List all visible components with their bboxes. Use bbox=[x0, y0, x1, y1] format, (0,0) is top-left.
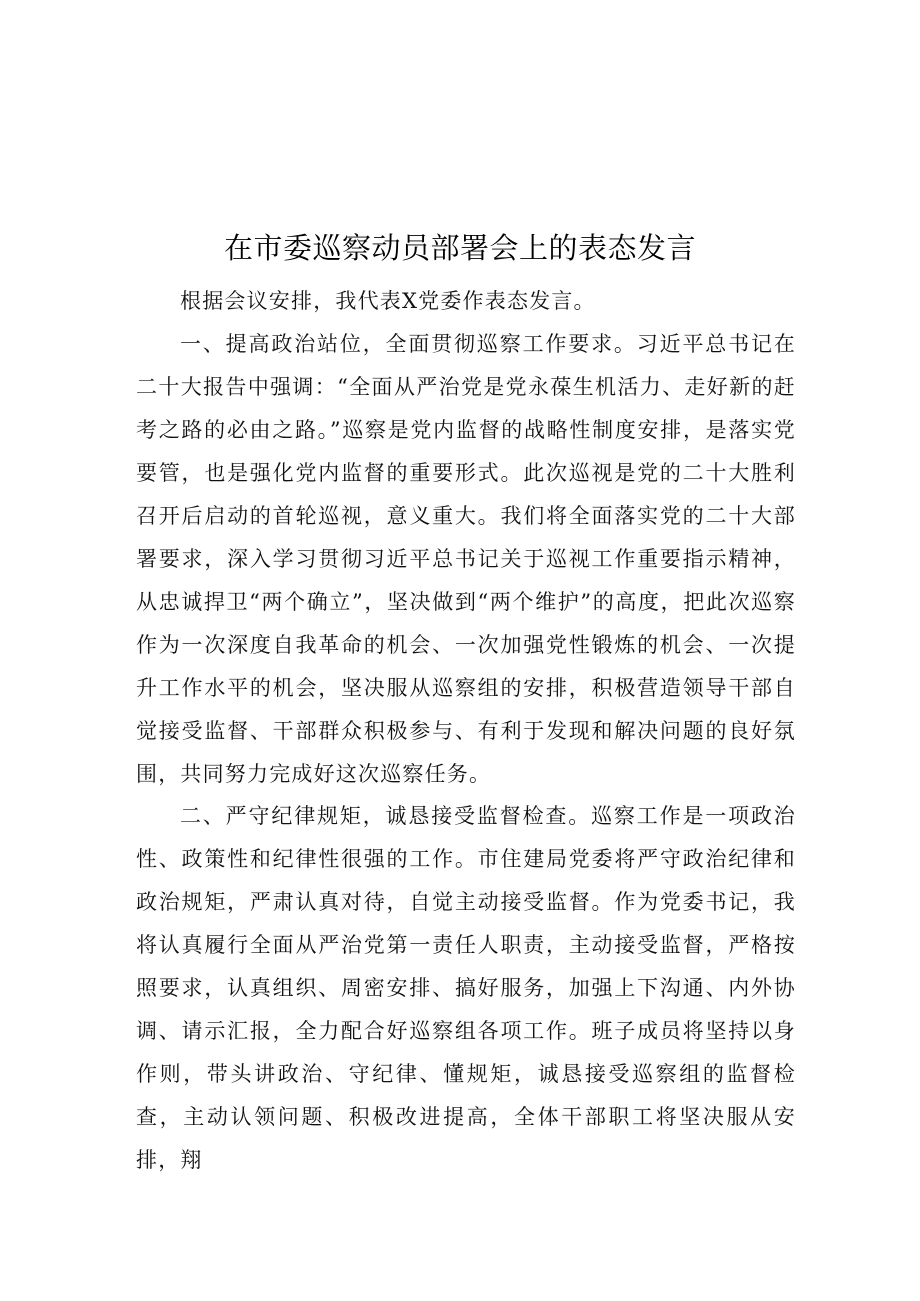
paragraph-political-stance: 一、提高政治站位，全面贯彻巡察工作要求。习近平总书记在二十大报告中强调：“全面从严治党是党永葆生机活力、走好新的赶考之路的必由之路。”巡察是党内监督的战略性制度安排，是落实党要管，也是强化党内监督的重要形式。此次巡视是党的二十大胜利召开后启动的首轮巡视，意义重大。我们将全面落实党的二十大部署要求，深入学习贯彻习近平总书记关于巡视工作重要指示精神，从忠诚捍卫“两个确立”，坚决做到“两个维护”的高度，把此次巡察作为一次深度自我革命的机会、一次加强党性锻炼的机会、一次提升工作水平的机会，坚决服从巡察组的安排，积极营造领导干部自觉接受监督、干部群众积极参与、有利于发现和解决问题的良好氛围，共同努力完成好这次巡察任务。 bbox=[136, 332, 796, 786]
paragraph-discipline: 二、严守纪律规矩，诚恳接受监督检查。巡察工作是一项政治性、政策性和纪律性很强的工作。市住建局党委将严守政治纪律和政治规矩，严肃认真对待，自觉主动接受监督。作为党委书记，我将认真履行全面从严治党第一责任人职责，主动接受监督，严格按照要求，认真组织、周密安排、搞好服务，加强上下沟通、内外协调、请示汇报，全力配合好巡察组各项工作。班子成员将坚持以身作则，带头讲政治、守纪律、懂规矩，诚恳接受巡察组的监督检查，主动认领问题、积极改进提高，全体干部职工将坚决服从安排，翔 bbox=[136, 804, 796, 1172]
intro-paragraph: 根据会议安排，我代表X党委作表态发言。 bbox=[180, 289, 596, 313]
document-title: 在市委巡察动员部署会上的表态发言 bbox=[223, 231, 696, 265]
